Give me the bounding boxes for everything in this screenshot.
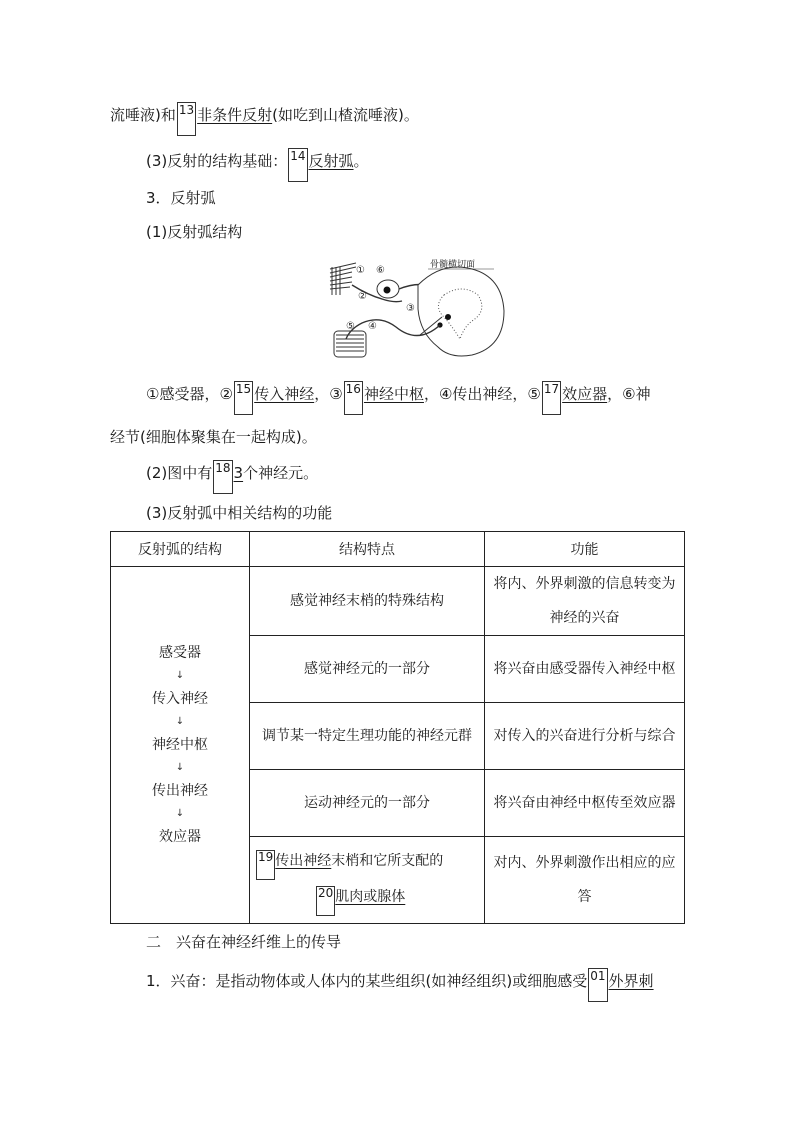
feature-cell: 调节某一特定生理功能的神经元群	[250, 703, 485, 770]
label-4: ④	[368, 321, 377, 332]
answer-20: 肌肉或腺体	[335, 889, 406, 905]
para-continuation: 流唾液)和 13 非条件反射(如吃到山楂流唾液)。	[110, 102, 419, 136]
function-cell: 将兴奋由神经中枢传至效应器	[485, 770, 685, 837]
cord-label: 骨髓横切面	[430, 260, 476, 270]
label-1: ①	[356, 265, 365, 276]
label-6: ⑥	[376, 265, 385, 276]
function-cell: 将内、外界刺激的信息转变为神经的兴奋	[485, 567, 685, 636]
spinal-cord-section	[418, 267, 504, 356]
flow-efferent: 传出神经	[152, 783, 208, 799]
answer-19: 传出神经	[275, 853, 332, 869]
feature-cell: 感觉神经元的一部分	[250, 636, 485, 703]
answer-14: 反射弧	[308, 152, 354, 170]
function-cell: 对传入的兴奋进行分析与综合	[485, 703, 685, 770]
reflex-arc-diagram	[322, 255, 512, 365]
flow-center: 神经中枢	[152, 737, 208, 753]
label-3: ③	[406, 303, 415, 314]
sub-functions: (3)反射弧中相关结构的功能	[146, 504, 333, 522]
effector-muscle	[334, 331, 366, 357]
answer-box-19: 19	[256, 850, 275, 880]
table-row	[111, 567, 685, 636]
answer-17: 效应器	[562, 385, 608, 403]
table-header-row	[111, 532, 685, 567]
function-cell: 对内、外界刺激作出相应的应答	[485, 837, 685, 924]
flow-effector: 效应器	[159, 829, 201, 845]
feature-cell-effector: 19 传出神经末梢和它所支配的 20 肌肉或腺体	[250, 837, 485, 924]
heading-reflex-arc: 3．反射弧	[146, 189, 216, 207]
answer-15: 传入神经	[254, 385, 315, 403]
down-arrow-icon: ↓	[175, 762, 185, 773]
answer-box-15: 15	[234, 381, 253, 415]
label-2: ②	[358, 291, 367, 302]
feature-cell: 运动神经元的一部分	[250, 770, 485, 837]
answer-13: 非条件反射	[197, 106, 273, 124]
answer-18: 3	[233, 464, 244, 482]
neuron-count: (2)图中有 18 3个神经元。	[146, 460, 318, 494]
arc-parts-line2: 经节(细胞体聚集在一起构成)。	[110, 428, 317, 446]
function-cell: 将兴奋由感受器传入神经中枢	[485, 636, 685, 703]
down-arrow-icon: ↓	[175, 716, 185, 727]
header-feature: 结构特点	[250, 532, 485, 567]
answer-box-16: 16	[344, 381, 363, 415]
label-5: ⑤	[346, 321, 355, 332]
arc-parts-line1: ①感受器，② 15 传入神经，③ 16 神经中枢，④传出神经，⑤ 17 效应器，⑥神	[146, 381, 651, 415]
structural-basis: (3)反射的结构基础： 14 反射弧。	[146, 148, 369, 182]
answer-box-17: 17	[542, 381, 561, 415]
answer-box-18: 18	[213, 460, 232, 494]
header-function: 功能	[485, 532, 685, 567]
answer-box-14: 14	[288, 148, 307, 182]
receptor-skin	[330, 263, 356, 295]
flow-receptor: 感受器	[159, 645, 201, 661]
answer-box-20: 20	[316, 886, 335, 916]
flow-afferent: 传入神经	[152, 691, 208, 707]
answer-box-01: 01	[588, 968, 607, 1002]
answer-box-13: 13	[177, 102, 196, 136]
reflex-arc-table	[110, 531, 685, 924]
flow-cell	[111, 567, 250, 924]
definition-line: 1．兴奋：是指动物体或人体内的某些组织(如神经组织)或细胞感受 01 外界刺	[146, 968, 654, 1002]
answer-01: 外界刺	[608, 972, 654, 990]
header-structure: 反射弧的结构	[111, 532, 250, 567]
down-arrow-icon: ↓	[175, 670, 185, 681]
feature-cell: 感觉神经末梢的特殊结构	[250, 567, 485, 636]
section-heading: 二 兴奋在神经纤维上的传导	[146, 933, 342, 951]
sub-structure: (1)反射弧结构	[146, 223, 243, 241]
down-arrow-icon: ↓	[175, 808, 185, 819]
answer-16: 神经中枢	[363, 385, 424, 403]
